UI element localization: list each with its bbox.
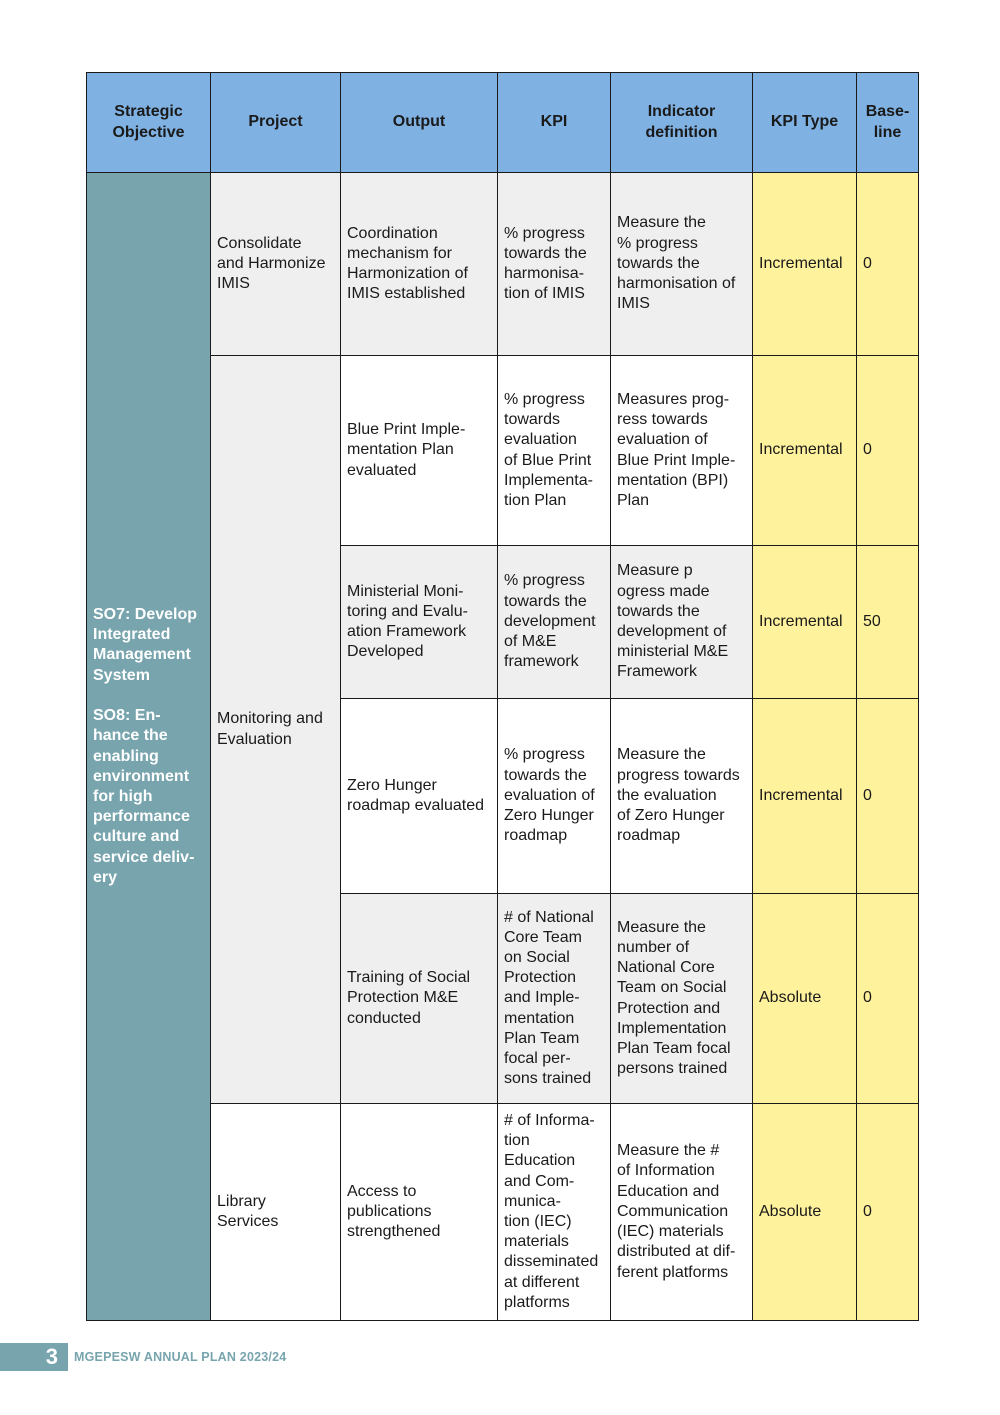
kpi-cell: % progress towards the evaluation of Zero Hunger roadmap bbox=[498, 699, 611, 894]
indicator-definition-cell: Measure the % progress towards the harmonisation of IMIS bbox=[611, 173, 753, 356]
indicator-definition-cell: Measures prog- ress towards evaluation of Blue Print Imple- mentation (BPI) Plan bbox=[611, 356, 753, 546]
header-indicator-definition: Indicator definition bbox=[611, 73, 753, 173]
page-number-badge: 3 bbox=[0, 1343, 68, 1371]
kpi-cell: # of National Core Team on Social Protection and Imple- mentation Plan Team focal per- sons trained bbox=[498, 894, 611, 1104]
indicator-definition-cell: Measure the number of National Core Team on Social Protection and Implementation Plan Team focal persons trained bbox=[611, 894, 753, 1104]
output-cell: Access to publications strengthened bbox=[341, 1104, 498, 1321]
baseline-cell: 0 bbox=[857, 699, 919, 894]
kpi-type-cell: Incremental bbox=[753, 356, 857, 546]
footer-title: MGEPESW ANNUAL PLAN 2023/24 bbox=[74, 1350, 287, 1364]
output-cell: Ministerial Moni- toring and Evalu- ation Framework Developed bbox=[341, 546, 498, 699]
annual-plan-table bbox=[86, 72, 919, 1321]
header-project: Project bbox=[211, 73, 341, 173]
kpi-cell: # of Informa- tion Education and Com- munica- tion (IEC) materials disseminated at different platforms bbox=[498, 1104, 611, 1321]
strategic-objective-cell: SO7: Develop Integrated Management System SO8: En- hance the enabling environment for high performance culture and service deliv- ery bbox=[87, 173, 211, 1321]
header-baseline: Base- line bbox=[857, 73, 919, 173]
project-cell: Consolidate and Harmonize IMIS bbox=[211, 173, 341, 356]
indicator-definition-cell: Measure the progress towards the evaluation of Zero Hunger roadmap bbox=[611, 699, 753, 894]
header-output: Output bbox=[341, 73, 498, 173]
kpi-cell: % progress towards the harmonisa- tion of IMIS bbox=[498, 173, 611, 356]
header-kpi: KPI bbox=[498, 73, 611, 173]
indicator-definition-cell: Measure p ogress made towards the development of ministerial M&E Framework bbox=[611, 546, 753, 699]
baseline-cell: 0 bbox=[857, 356, 919, 546]
output-cell: Coordination mechanism for Harmonization of IMIS established bbox=[341, 173, 498, 356]
table-row bbox=[87, 173, 919, 356]
header-row bbox=[87, 73, 919, 173]
project-cell: Monitoring and Evaluation bbox=[211, 356, 341, 1104]
kpi-type-cell: Absolute bbox=[753, 1104, 857, 1321]
baseline-cell: 0 bbox=[857, 173, 919, 356]
table-row bbox=[87, 356, 919, 546]
baseline-cell: 0 bbox=[857, 894, 919, 1104]
kpi-cell: % progress towards the development of M&E framework bbox=[498, 546, 611, 699]
table-row bbox=[87, 1104, 919, 1321]
output-cell: Training of Social Protection M&E conducted bbox=[341, 894, 498, 1104]
header-strategic-objective: Strategic Objective bbox=[87, 73, 211, 173]
kpi-type-cell: Incremental bbox=[753, 546, 857, 699]
kpi-type-cell: Incremental bbox=[753, 173, 857, 356]
project-cell: Library Services bbox=[211, 1104, 341, 1321]
output-cell: Zero Hunger roadmap evaluated bbox=[341, 699, 498, 894]
kpi-cell: % progress towards evaluation of Blue Print Implementa- tion Plan bbox=[498, 356, 611, 546]
indicator-definition-cell: Measure the # of Information Education and Communication (IEC) materials distributed at dif- ferent platforms bbox=[611, 1104, 753, 1321]
kpi-type-cell: Absolute bbox=[753, 894, 857, 1104]
baseline-cell: 50 bbox=[857, 546, 919, 699]
baseline-cell: 0 bbox=[857, 1104, 919, 1321]
output-cell: Blue Print Imple- mentation Plan evaluated bbox=[341, 356, 498, 546]
kpi-type-cell: Incremental bbox=[753, 699, 857, 894]
header-kpi-type: KPI Type bbox=[753, 73, 857, 173]
